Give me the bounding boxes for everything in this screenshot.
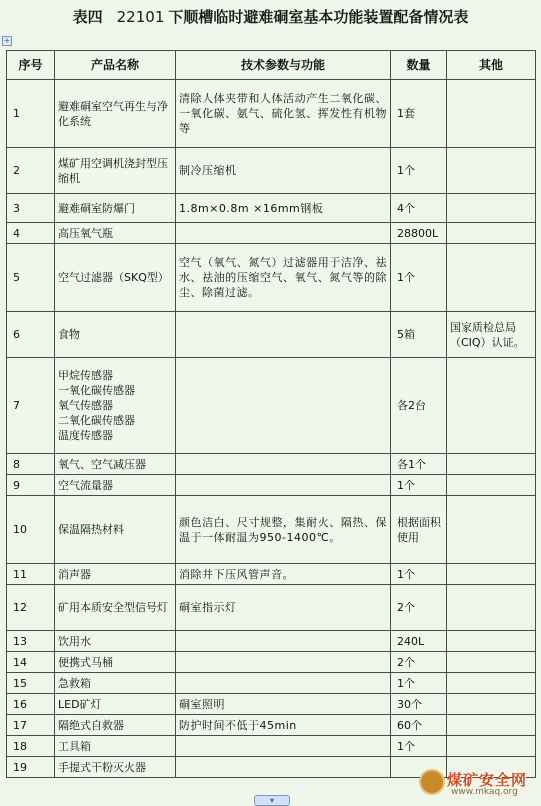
row-number: 2	[7, 148, 55, 194]
product-spec	[176, 454, 391, 475]
product-spec	[176, 358, 391, 454]
product-name: 避难硐室空气再生与净化系统	[55, 80, 176, 148]
product-other	[447, 585, 536, 631]
table-row	[7, 585, 536, 631]
anchor-icon[interactable]: +	[3, 36, 11, 45]
product-spec	[176, 475, 391, 496]
scroll-down-icon[interactable]: ▾	[254, 795, 290, 806]
sensor-name: 二氧化碳传感器	[58, 414, 135, 427]
product-spec	[176, 223, 391, 244]
product-qty: 根据面积使用	[391, 496, 447, 564]
table-row	[7, 694, 536, 715]
table-number: 表四	[72, 8, 103, 26]
product-spec	[176, 631, 391, 652]
watermark-text: 煤矿安全网	[447, 771, 528, 789]
table-row	[7, 564, 536, 585]
product-name: 消声器	[55, 564, 176, 585]
table-row	[7, 652, 536, 673]
table-row	[7, 736, 536, 757]
row-number: 3	[7, 194, 55, 223]
row-number: 9	[7, 475, 55, 496]
product-spec	[176, 757, 391, 778]
product-name: 空气过滤器（SKQ型）	[55, 244, 176, 312]
col-header-qty: 数量	[391, 51, 447, 80]
product-qty: 1个	[391, 564, 447, 585]
col-header-other: 其他	[447, 51, 536, 80]
table-row	[7, 358, 536, 454]
row-number: 6	[7, 312, 55, 358]
watermark-url: www.mkaq.org	[451, 787, 518, 797]
row-number: 19	[7, 757, 55, 778]
product-spec	[176, 652, 391, 673]
table-row	[7, 715, 536, 736]
product-other	[447, 694, 536, 715]
row-number: 15	[7, 673, 55, 694]
row-number: 13	[7, 631, 55, 652]
product-name: 饮用水	[55, 631, 176, 652]
product-qty: 5箱	[391, 312, 447, 358]
equipment-table	[6, 50, 536, 778]
product-name	[55, 358, 176, 454]
sensor-name: 氧气传感器	[58, 399, 113, 412]
product-spec: 制冷压缩机	[176, 148, 391, 194]
table-row	[7, 454, 536, 475]
table-row	[7, 80, 536, 148]
product-spec: 硐室指示灯	[176, 585, 391, 631]
product-qty: 1个	[391, 475, 447, 496]
title-code: 22101	[116, 8, 165, 26]
product-name: 避难硐室防爆门	[55, 194, 176, 223]
product-qty: 2个	[391, 652, 447, 673]
table-row	[7, 244, 536, 312]
product-other	[447, 673, 536, 694]
table-row	[7, 194, 536, 223]
row-number: 17	[7, 715, 55, 736]
product-spec	[176, 673, 391, 694]
product-name: 空气流量器	[55, 475, 176, 496]
product-name: 高压氧气瓶	[55, 223, 176, 244]
product-spec	[176, 312, 391, 358]
product-name: 矿用本质安全型信号灯	[55, 585, 176, 631]
title-text: 下顺槽临时避难硐室基本功能装置配备情况表	[168, 8, 469, 26]
row-number: 1	[7, 80, 55, 148]
product-name: 煤矿用空调机浇封型压缩机	[55, 148, 176, 194]
product-qty: 1个	[391, 148, 447, 194]
product-name: LED矿灯	[55, 694, 176, 715]
sensor-name: 一氧化碳传感器	[58, 384, 135, 397]
product-name: 工具箱	[55, 736, 176, 757]
product-name: 氧气、空气减压器	[55, 454, 176, 475]
product-name: 便携式马桶	[55, 652, 176, 673]
product-other	[447, 652, 536, 673]
product-qty: 各2台	[391, 358, 447, 454]
sensor-name: 甲烷传感器	[58, 369, 113, 382]
table-row	[7, 148, 536, 194]
col-header-name: 产品名称	[55, 51, 176, 80]
product-other	[447, 358, 536, 454]
product-qty: 240L	[391, 631, 447, 652]
header-row	[7, 51, 536, 80]
product-qty: 28800L	[391, 223, 447, 244]
product-spec	[176, 736, 391, 757]
row-number: 11	[7, 564, 55, 585]
product-qty: 1个	[391, 736, 447, 757]
product-other	[447, 148, 536, 194]
sensor-name: 温度传感器	[58, 429, 113, 442]
product-other	[447, 223, 536, 244]
row-number: 12	[7, 585, 55, 631]
product-other	[447, 715, 536, 736]
product-qty: 2个	[391, 585, 447, 631]
table-row	[7, 631, 536, 652]
table-row	[7, 312, 536, 358]
table-row	[7, 496, 536, 564]
row-number: 18	[7, 736, 55, 757]
product-qty: 60个	[391, 715, 447, 736]
product-spec: 1.8m×0.8m ×16mm钢板	[176, 194, 391, 223]
product-qty: 1套	[391, 80, 447, 148]
row-number: 14	[7, 652, 55, 673]
table-title	[0, 4, 541, 30]
product-other	[447, 736, 536, 757]
product-other	[447, 631, 536, 652]
product-other	[447, 475, 536, 496]
site-logo-icon	[419, 769, 445, 795]
product-name: 隔绝式自救器	[55, 715, 176, 736]
product-spec: 清除人体夹带和人体活动产生二氧化碳、一氧化碳、氨气、硫化氢、挥发性有机物等	[176, 80, 391, 148]
row-number: 16	[7, 694, 55, 715]
product-other	[447, 244, 536, 312]
product-spec: 颜色洁白、尺寸规整，集耐火、隔热、保温于一体耐温为950-1400℃。	[176, 496, 391, 564]
product-spec: 防护时间不低于45min	[176, 715, 391, 736]
site-watermark	[419, 769, 535, 799]
product-name: 保温隔热材料	[55, 496, 176, 564]
product-qty: 1个	[391, 673, 447, 694]
table-row	[7, 673, 536, 694]
product-qty: 4个	[391, 194, 447, 223]
product-spec: 空气（氧气、氮气）过滤器用于洁净、祛水、祛油的压缩空气、氧气、氮气等的除尘、除菌过滤。	[176, 244, 391, 312]
row-number: 4	[7, 223, 55, 244]
row-number: 7	[7, 358, 55, 454]
product-other	[447, 564, 536, 585]
product-spec: 消除井下压风管声音。	[176, 564, 391, 585]
product-other	[447, 496, 536, 564]
table-row	[7, 475, 536, 496]
product-other	[447, 454, 536, 475]
product-other	[447, 194, 536, 223]
col-header-spec: 技术参数与功能	[176, 51, 391, 80]
product-other	[447, 80, 536, 148]
product-name: 急救箱	[55, 673, 176, 694]
product-qty: 1个	[391, 244, 447, 312]
table-row	[7, 223, 536, 244]
product-name: 手提式干粉灭火器	[55, 757, 176, 778]
col-header-no: 序号	[7, 51, 55, 80]
row-number: 5	[7, 244, 55, 312]
product-name: 食物	[55, 312, 176, 358]
product-other: 国家质检总局（CIQ）认证。	[447, 312, 536, 358]
product-qty: 30个	[391, 694, 447, 715]
product-qty: 各1个	[391, 454, 447, 475]
product-spec: 硐室照明	[176, 694, 391, 715]
row-number: 8	[7, 454, 55, 475]
row-number: 10	[7, 496, 55, 564]
